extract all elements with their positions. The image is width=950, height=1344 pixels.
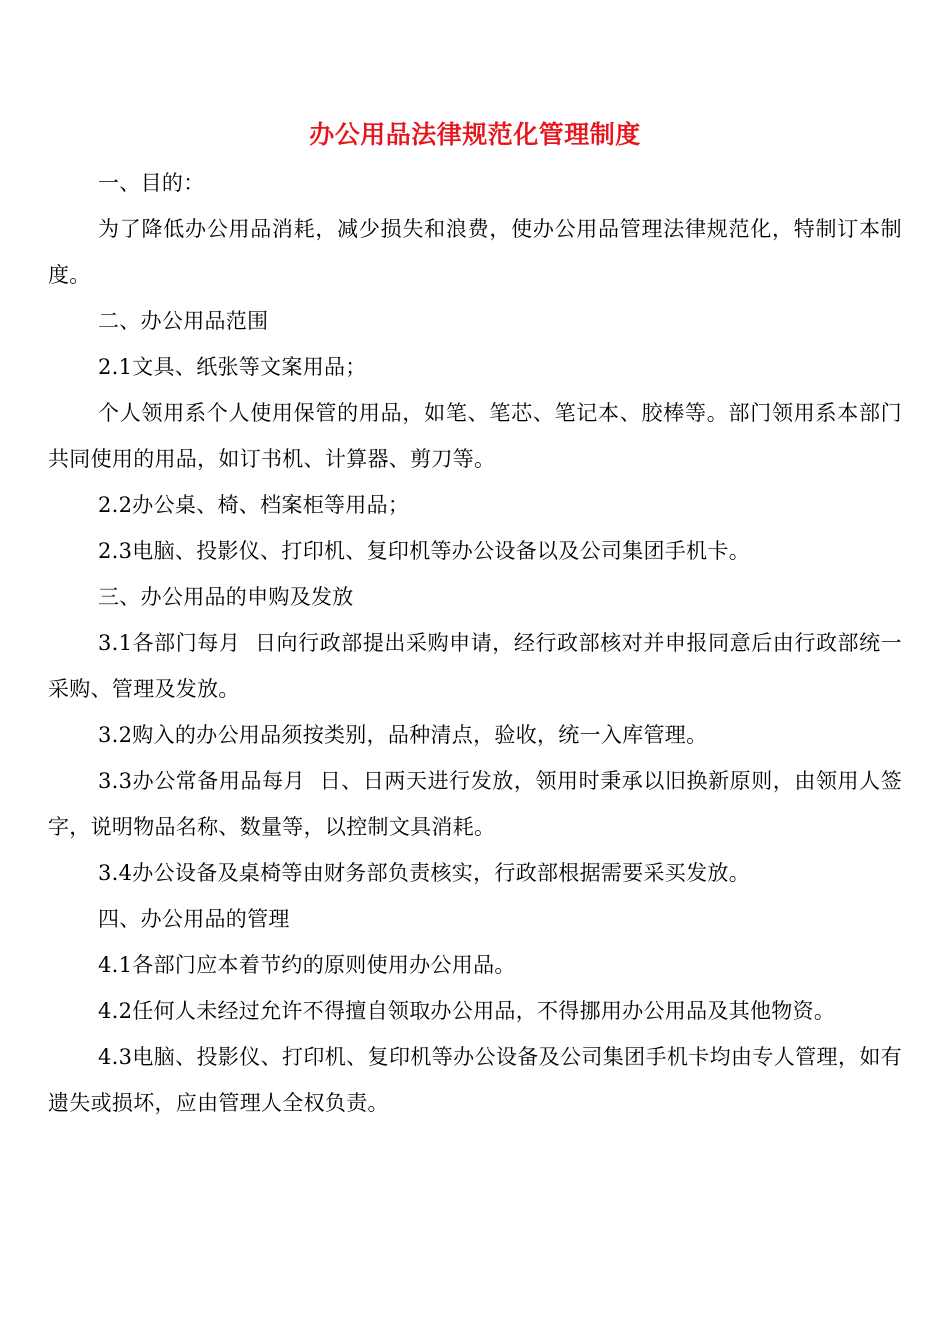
section-heading-management: 四、办公用品的管理 xyxy=(98,907,290,931)
paragraph-purpose: 为了降低办公用品消耗，减少损失和浪费，使办公用品管理法律规范化，特制订本制度。 xyxy=(48,217,902,287)
clause-3-3: 3.3办公常备用品每月 日、日两天进行发放，领用时秉承以旧换新原则，由领用人签字，说明物品名称、数量等，以控制文具消耗。 xyxy=(48,769,902,839)
clause-3-4: 3.4办公设备及桌椅等由财务部负责核实，行政部根据需要采买发放。 xyxy=(98,861,750,885)
section-heading-scope: 二、办公用品范围 xyxy=(98,309,269,333)
section-heading-purchase: 三、办公用品的申购及发放 xyxy=(98,585,354,609)
clause-4-1: 4.1各部门应本着节约的原则使用办公用品。 xyxy=(98,953,516,977)
clause-3-2: 3.2购入的办公用品须按类别，品种清点，验收，统一入库管理。 xyxy=(98,723,708,747)
document-title: 办公用品法律规范化管理制度 xyxy=(309,120,641,149)
section-heading-purpose: 一、目的： xyxy=(98,171,205,195)
clause-3-1: 3.1各部门每月 日向行政部提出采购申请，经行政部核对并申报同意后由行政部统一采购、管理及发放。 xyxy=(48,631,902,701)
clause-2-1: 2.1文具、纸张等文案用品； xyxy=(98,355,367,379)
clause-2-2: 2.2办公桌、椅、档案柜等用品； xyxy=(98,493,410,517)
clause-2-3: 2.3电脑、投影仪、打印机、复印机等办公设备以及公司集团手机卡。 xyxy=(98,539,750,563)
clause-4-3: 4.3电脑、投影仪、打印机、复印机等办公设备及公司集团手机卡均由专人管理，如有遗失或损坏，应由管理人全权负责。 xyxy=(48,1045,902,1115)
document-page xyxy=(48,110,902,1126)
paragraph-personal-department-use: 个人领用系个人使用保管的用品，如笔、笔芯、笔记本、胶棒等。部门领用系本部门共同使用的用品，如订书机、计算器、剪刀等。 xyxy=(48,401,902,471)
clause-4-2: 4.2任何人未经过允许不得擅自领取办公用品，不得挪用办公用品及其他物资。 xyxy=(98,999,836,1023)
